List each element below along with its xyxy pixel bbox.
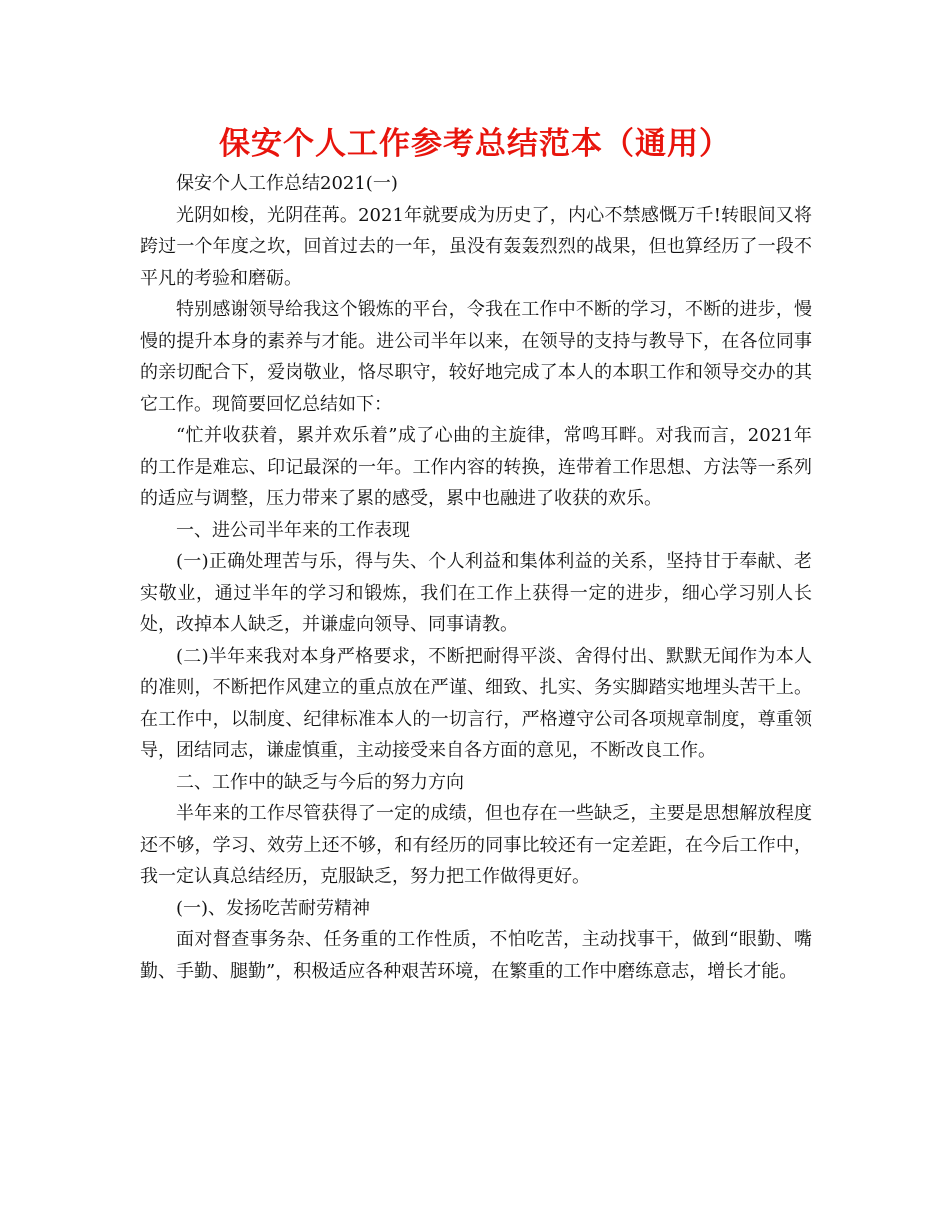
paragraph: “忙并收获着，累并欢乐着”成了心曲的主旋律，常鸣耳畔。对我而言，2021年的工作是难忘、印记最深的一年。工作内容的转换，连带着工作思想、方法等一系列的适应与调整，压力带来了累的感受，累中也融进了收获的欢乐。 (140, 425, 812, 509)
section-heading: 二、工作中的缺乏与今后的努力方向 (176, 771, 464, 793)
paragraph: 面对督查事务杂、任务重的工作性质，不怕吃苦，主动找事干，做到“眼勤、嘴勤、手勤、腿勤”，积极适应各种艰苦环境，在繁重的工作中磨练意志，增长才能。 (140, 929, 812, 982)
document-body (140, 168, 812, 987)
paragraph: 半年来的工作尽管获得了一定的成绩，但也存在一些缺乏，主要是思想解放程度还不够，学习、效劳上还不够，和有经历的同事比较还有一定差距，在今后工作中，我一定认真总结经历，克服缺乏，努力把工作做得更好。 (140, 803, 812, 887)
subsection-heading: (一)、发扬吃苦耐劳精神 (176, 897, 371, 919)
paragraph: (一)正确处理苦与乐，得与失、个人利益和集体利益的关系，坚持甘于奉献、老实敬业，通过半年的学习和锻炼，我们在工作上获得一定的进步，细心学习别人长处，改掉本人缺乏，并谦虚向领导、同事请教。 (140, 551, 812, 635)
paragraph: 特别感谢领导给我这个锻炼的平台，令我在工作中不断的学习，不断的进步，慢慢的提升本身的素养与才能。进公司半年以来，在领导的支持与教导下，在各位同事的亲切配合下，爱岗敬业，恪尽职守，较好地完成了本人的本职工作和领导交办的其它工作。现简要回忆总结如下： (140, 299, 812, 415)
paragraph: (二)半年来我对本身严格要求，不断把耐得平淡、舍得付出、默默无闻作为本人的准则，不断把作风建立的重点放在严谨、细致、扎实、务实脚踏实地埋头苦干上。在工作中，以制度、纪律标准本人的一切言行，严格遵守公司各项规章制度，尊重领导，团结同志，谦虚慎重，主动接受来自各方面的意见，不断改良工作。 (140, 645, 812, 761)
paragraph: 光阴如梭，光阴荏苒。2021年就要成为历史了，内心不禁感慨万千!转眼间又将跨过一个年度之坎，回首过去的一年，虽没有轰轰烈烈的战果，但也算经历了一段不平凡的考验和磨砺。 (140, 204, 812, 289)
document-title: 保安个人工作参考总结范本（通用） (219, 126, 731, 162)
paragraph-subtitle: 保安个人工作总结2021(一) (176, 173, 398, 194)
section-heading: 一、进公司半年来的工作表现 (176, 519, 410, 541)
